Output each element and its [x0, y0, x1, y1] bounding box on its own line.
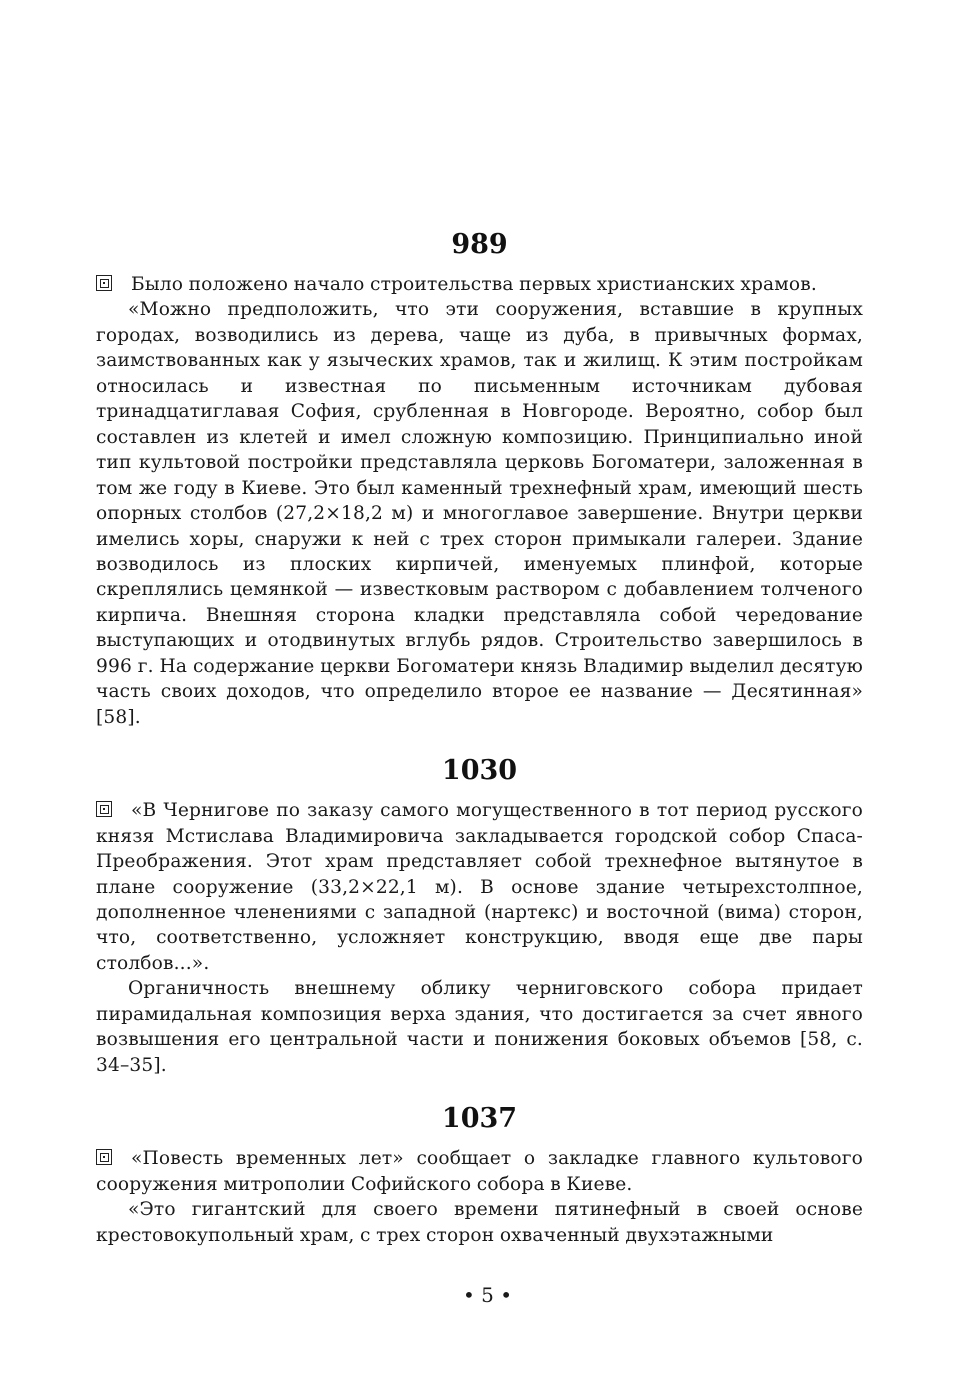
entry-989-lead [96, 272, 863, 297]
year-heading-1037: 1037 [441, 1103, 518, 1135]
entry-1037-quote: «Это гигантский для своего времени пятинефный в своей основе крестовокупольный храм, с трех сторон охваченный двухэтажными [96, 1199, 863, 1246]
page-number: • 5 • [462, 1283, 513, 1307]
entry-1030-lead [96, 798, 863, 976]
entry-989-quote: «Можно предположить, что эти сооружения, вставшие в крупных городах, возводились из дерева, чаще из дуба, в привычных формах, заимствованных как у языческих храмов, так и жилищ. К этим постройкам относилась и известная по письменным источникам дубовая тринадцатиглавая София, срубленная в Новгороде. Вероятно, собор был составлен из клетей и имел сложную композицию. Принципиально иной тип культовой постройки представляла церковь Богоматери, заложенная в том же году в Киеве. Это был каменный трехнефный храм, имеющий шесть опорных столбов (27,2×18,2 м) и многоглавое завершение. Внутри церкви имелись хоры, снаружи к ней с трех сторон примыкали галереи. Здание возводилось из плоских кирпичей, именуемых плинфой, которые скреплялись цемянкой — известковым раствором с добавлением толченого кирпича. Внешняя сторона кладки представляла собой чередование выступающих и отодвинутых вглубь рядов. Строительство завершилось в 996 г. На содержание церкви Богоматери князь Владимир выделил десятую часть своих доходов, что определило второе ее название — Десятинная» [58]. [96, 299, 863, 728]
year-heading-1030: 1030 [441, 755, 518, 787]
entry-1030-body: Органичность внешнему облику черниговского собора придает пирамидальная композиция верха здания, что достигается за счет явного возвышения его центральной части и понижения боковых объемов [58, с. 34–35]. [96, 978, 863, 1076]
page-body [96, 226, 863, 1248]
entry-989-lead-text: Было положено начало строительства первых христианских храмов. [131, 274, 817, 295]
square-bullet-icon [96, 801, 112, 817]
entry-1030-lead-text: «В Чернигове по заказу самого могущественного в тот период русского князя Мстислава Владимировича закладывается городской собор Спаса-Преображения. Этот храм представляет собой трехнефное вытянутое в плане сооружение (33,2×22,1 м). В основе здание четырехстолпное, дополненное членениями с западной (нартекс) и восточной (вима) сторон, что, соответственно, усложняет конструкцию, вводя еще две пары столбов...». [96, 800, 863, 974]
square-bullet-icon [96, 1149, 112, 1165]
square-bullet-icon [96, 275, 112, 291]
year-heading-989: 989 [451, 229, 508, 260]
entry-1037-lead-text: «Повесть временных лет» сообщает о закладке главного культового сооружения митрополии Софийского собора в Киеве. [96, 1148, 863, 1195]
entry-1037-lead [96, 1146, 863, 1197]
